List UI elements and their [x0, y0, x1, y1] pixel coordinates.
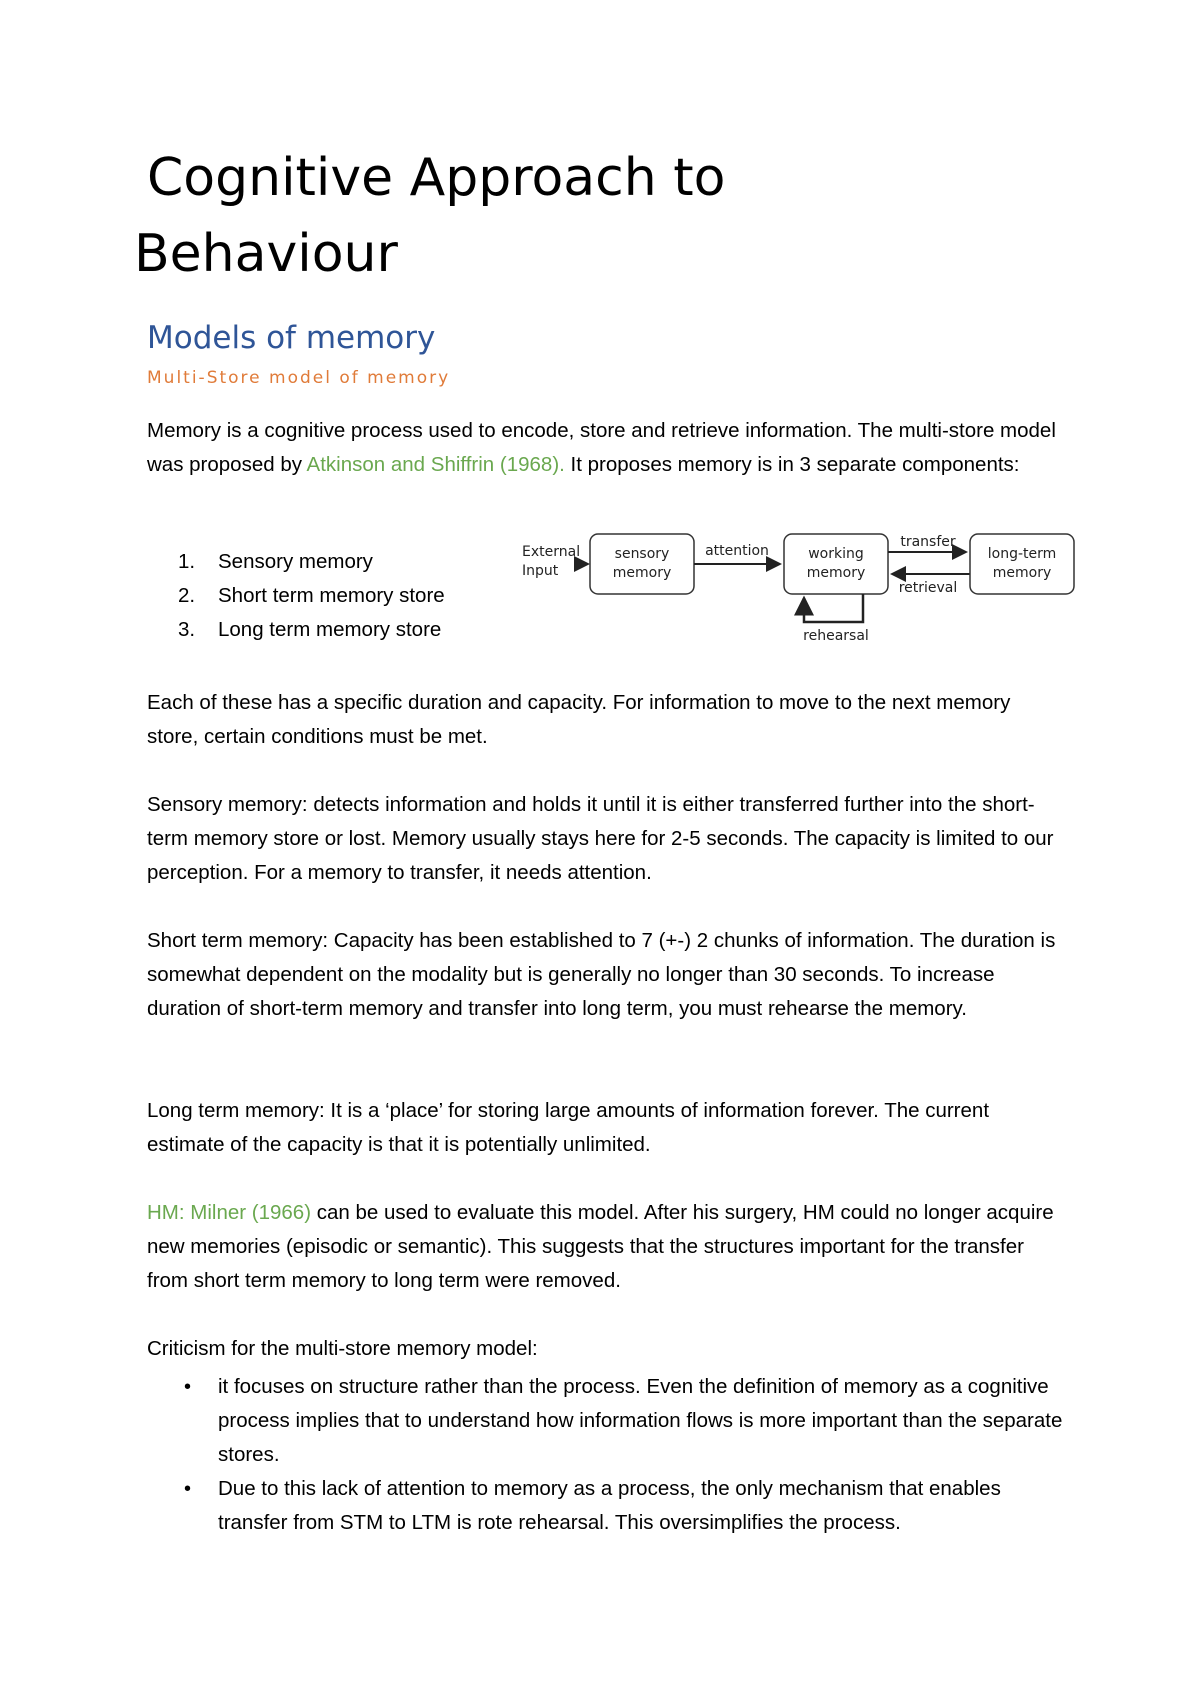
attention-label: attention	[705, 543, 769, 559]
long-term-label-1: long-term	[987, 546, 1057, 562]
list-item	[178, 579, 445, 613]
intro-text-1: Memory is a cognitive process used to encode, store and retrieve information. The multi-store model was proposed by	[147, 419, 1056, 476]
list-number: 2.	[178, 584, 196, 607]
title-line-2: Behaviour	[134, 224, 398, 284]
transfer-label: transfer	[900, 534, 956, 550]
stm-paragraph: Short term memory: Capacity has been established to 7 (+-) 2 chunks of information. The duration is somewhat dependent on the modality but is generally no longer than 30 seconds. To increase duration of short-term memory and transfer into long term, you must rehearse the memory.	[147, 929, 1056, 1020]
sensory-memory-box	[590, 534, 694, 594]
retrieval-label: retrieval	[898, 580, 958, 596]
section-heading: Models of memory	[147, 320, 436, 356]
ltm-paragraph: Long term memory: It is a ‘place’ for storing large amounts of information forever. The current estimate of the capacity is that it is potentially unlimited.	[147, 1099, 990, 1156]
each-paragraph: Each of these has a specific duration and capacity. For information to move to the next memory store, certain conditions must be met.	[147, 691, 1011, 748]
intro-text-2: It proposes memory is in 3 separate components:	[564, 453, 1020, 476]
bullet-icon: •	[184, 1376, 192, 1398]
rehearsal-label: rehearsal	[803, 628, 869, 644]
atkinson-shiffrin-reference: Atkinson and Shiffrin (1968).	[306, 453, 565, 476]
criticism-text: Due to this lack of attention to memory as a process, the only mechanism that enables transfer from STM to LTM is rote rehearsal. This oversimplifies the process.	[218, 1477, 1001, 1534]
criticism-text: it focuses on structure rather than the process. Even the definition of memory as a cognitive process implies that to understand how information flows is more important than the separate stores.	[218, 1375, 1063, 1466]
external-input-label-1: External	[522, 544, 581, 560]
intro-paragraph	[147, 414, 1067, 482]
working-memory-box	[784, 534, 888, 594]
sensory-label-1: sensory	[614, 546, 670, 562]
list-label: Long term memory store	[218, 618, 442, 641]
hm-paragraph	[147, 1196, 1067, 1298]
list-item	[178, 545, 445, 579]
components-list	[178, 545, 445, 647]
milner-reference: HM: Milner (1966)	[147, 1201, 312, 1224]
working-label-1: working	[808, 546, 864, 562]
list-number: 1.	[178, 550, 196, 573]
list-number: 3.	[178, 618, 196, 641]
sensory-paragraph: Sensory memory: detects information and holds it until it is either transferred further into the short-term memory store or lost. Memory usually stays here for 2-5 seconds. The capacity is limited to our perception. For a memory to transfer, it needs attention.	[147, 793, 1054, 884]
criticism-list	[178, 1370, 1068, 1540]
criticism-intro: Criticism for the multi-store memory model:	[147, 1337, 538, 1360]
list-item	[178, 613, 445, 647]
document-title	[134, 140, 1047, 292]
long-term-label-2: memory	[992, 565, 1052, 581]
rehearsal-loop	[804, 594, 863, 622]
sensory-label-2: memory	[612, 565, 672, 581]
title-line-1: Cognitive Approach to	[147, 148, 726, 208]
list-item	[178, 1370, 1068, 1472]
list-item	[178, 1472, 1068, 1540]
hm-text: can be used to evaluate this model. After his surgery, HM could no longer acquire new memories (episodic or semantic). This suggests that the structures important for the transfer from short term memory to long term were removed.	[147, 1201, 1054, 1292]
long-term-memory-box	[970, 534, 1074, 594]
external-input-label-2: Input	[522, 563, 559, 579]
multi-store-diagram	[518, 530, 1098, 650]
working-label-2: memory	[806, 565, 866, 581]
bullet-icon: •	[184, 1478, 192, 1500]
subsection-heading: Multi-Store model of memory	[147, 368, 451, 388]
list-label: Short term memory store	[218, 584, 445, 607]
list-label: Sensory memory	[218, 550, 373, 573]
diagram-svg	[518, 530, 1098, 650]
